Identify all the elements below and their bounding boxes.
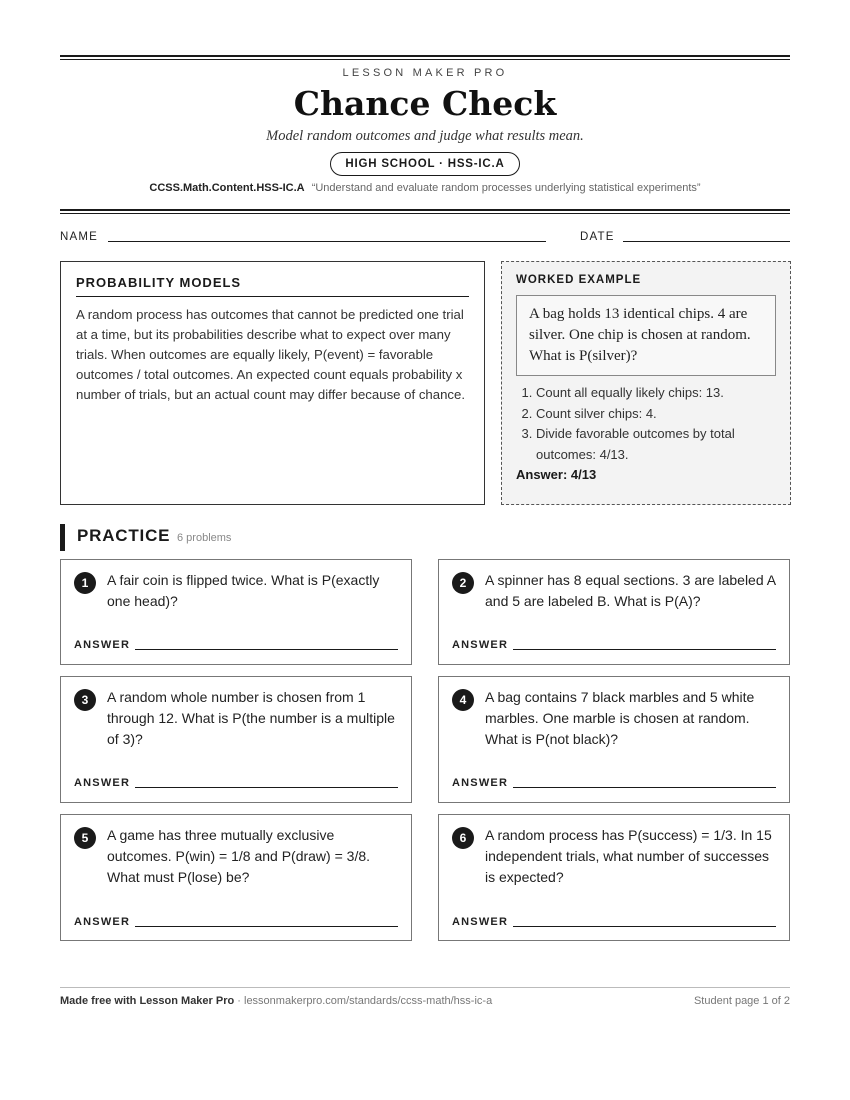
example-heading: WORKED EXAMPLE: [516, 274, 642, 286]
problem-card-6: [438, 814, 790, 941]
problem-card-2: [438, 559, 790, 665]
example-step: 3. Divide favorable outcomes by total outcomes: 4/13.: [536, 424, 776, 465]
answer-label: ANSWER: [74, 777, 131, 789]
page-title: Chance Check: [293, 84, 557, 123]
problem-number: 4: [452, 689, 474, 711]
practice-accent-bar: [60, 524, 65, 551]
footer-credit: [60, 995, 492, 1007]
answer-label: ANSWER: [452, 777, 509, 789]
page-subtitle: Model random outcomes and judge what results mean.: [266, 128, 584, 144]
answer-label: ANSWER: [74, 916, 131, 928]
standard-description: “Understand and evaluate random processes underlying statistical experiments”: [311, 182, 701, 194]
standard-line: [60, 182, 790, 194]
answer-field[interactable]: [513, 649, 776, 650]
problem-number: 5: [74, 827, 96, 849]
worked-example-panel: [501, 261, 791, 505]
problem-text: A bag contains 7 black marbles and 5 white marbles. One marble is chosen at random. What is P(not black)?: [485, 689, 755, 747]
answer-field[interactable]: [513, 926, 776, 927]
problem-text: A spinner has 8 equal sections. 3 are labeled A and 5 are labeled B. What is P(A)?: [485, 572, 776, 609]
date-field[interactable]: [623, 241, 790, 242]
answer-label: ANSWER: [74, 639, 131, 651]
practice-count: 6 problems: [177, 532, 232, 544]
example-step: 2. Count silver chips: 4.: [536, 404, 776, 425]
header-top-rule: [60, 55, 790, 60]
header-bottom-rule: [60, 209, 790, 214]
problem-card-3: [60, 676, 412, 803]
models-heading: PROBABILITY MODELS: [76, 275, 469, 297]
answer-field[interactable]: [135, 649, 398, 650]
name-label: NAME: [60, 231, 99, 243]
problem-text: A game has three mutually exclusive outcomes. P(win) = 1/8 and P(draw) = 3/8. What must P(lose) be?: [107, 827, 371, 885]
example-answer: Answer: 4/13: [516, 467, 597, 482]
answer-field[interactable]: [513, 787, 776, 788]
problem-number: 2: [452, 572, 474, 594]
example-steps: [516, 383, 776, 465]
problem-text: A random process has P(success) = 1/3. In 15 independent trials, what number of successes is expected?: [485, 827, 772, 885]
footer-rule: [60, 987, 790, 988]
problem-card-1: [60, 559, 412, 665]
problem-number: 3: [74, 689, 96, 711]
answer-field[interactable]: [135, 787, 398, 788]
models-text: A random process has outcomes that cannot be predicted one trial at a time, but its probabilities describe what to expect over many trials. When outcomes are equally likely, P(event) = favorable outcomes / total outcomes. An expected count equals probability x number of trials, but an actual count may differ because of chance.: [76, 307, 466, 402]
brand-label: LESSON MAKER PRO: [342, 67, 508, 79]
practice-heading: PRACTICE: [77, 526, 171, 545]
answer-field[interactable]: [135, 926, 398, 927]
date-label: DATE: [580, 231, 615, 243]
problem-text: A fair coin is flipped twice. What is P(exactly one head)?: [107, 572, 380, 609]
grade-badge-wrap: [60, 152, 790, 176]
grade-badge: HIGH SCHOOL · HSS-IC.A: [330, 152, 519, 176]
problem-text: A random whole number is chosen from 1 through 12. What is P(the number is a multiple of 3)?: [107, 689, 395, 747]
answer-label: ANSWER: [452, 916, 509, 928]
name-field[interactable]: [108, 241, 546, 242]
footer-page-number: Student page 1 of 2: [693, 995, 790, 1007]
footer-made-with: Made free with Lesson Maker Pro: [60, 995, 235, 1007]
problem-card-4: [438, 676, 790, 803]
problem-number: 1: [74, 572, 96, 594]
probability-models-panel: [60, 261, 485, 505]
example-step: 1. Count all equally likely chips: 13.: [536, 383, 776, 404]
problem-number: 6: [452, 827, 474, 849]
problem-card-5: [60, 814, 412, 941]
worksheet-page: [60, 0, 790, 1100]
standard-code: CCSS.Math.Content.HSS-IC.A: [149, 182, 305, 194]
answer-label: ANSWER: [452, 639, 509, 651]
example-problem: A bag holds 13 identical chips. 4 are silver. One chip is chosen at random. What is P(silver)?: [516, 295, 776, 376]
footer-url[interactable]: · lessonmakerpro.com/standards/ccss-math/hss-ic-a: [234, 995, 493, 1007]
